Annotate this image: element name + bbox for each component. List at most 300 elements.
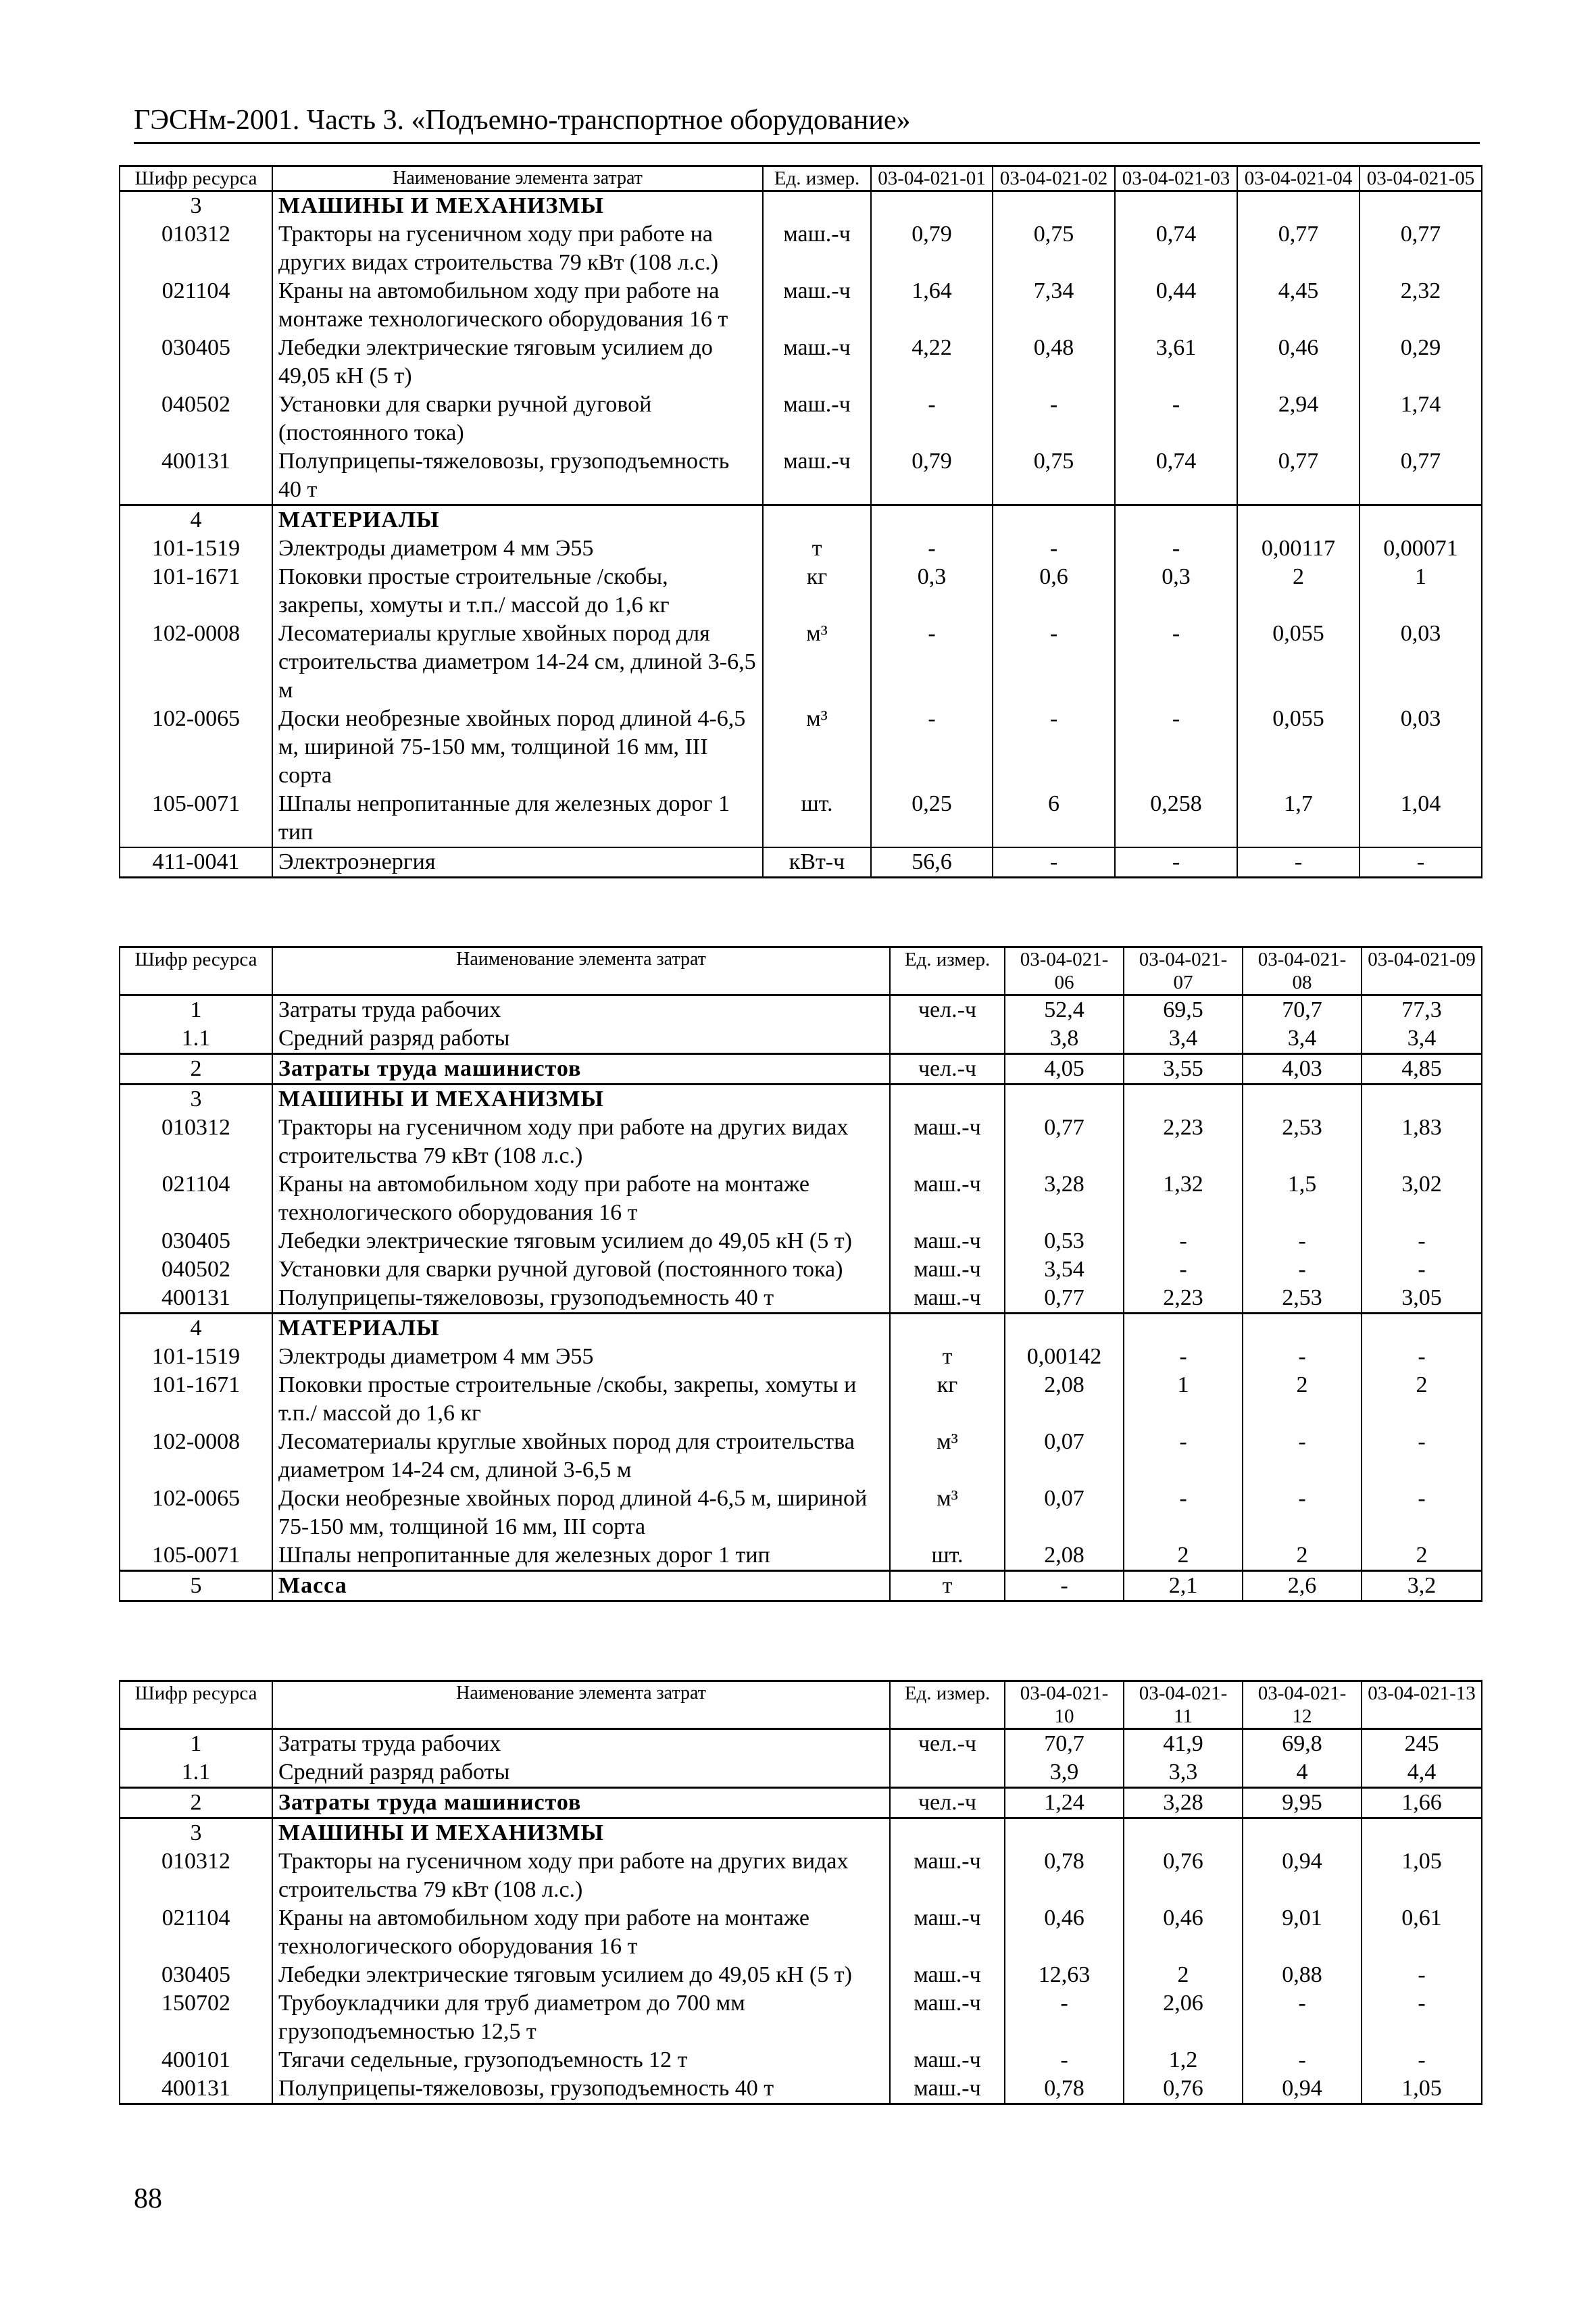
- cost-element-name-cell: Тракторы на гусеничном ходу при работе на других видах строительства 79 кВт (108 л.с.): [272, 220, 763, 277]
- value-cell: -: [1360, 847, 1482, 878]
- value-cell: 70,7: [1243, 995, 1362, 1025]
- column-header: 03-04-021-10: [1005, 1681, 1124, 1729]
- column-header: Ед. измер.: [763, 166, 871, 191]
- value-cell: 3,28: [1005, 1170, 1124, 1227]
- value-cell: 2,53: [1243, 1284, 1362, 1314]
- resource-code-cell: 3: [120, 191, 272, 221]
- value-cell: 1,5: [1243, 1170, 1362, 1227]
- resource-code-cell: 5: [120, 1571, 272, 1601]
- value-cell: -: [1115, 705, 1237, 790]
- value-cell: 7,34: [993, 277, 1115, 334]
- column-header: Наименование элемента затрат: [272, 1681, 890, 1729]
- unit-cell: м³: [890, 1428, 1005, 1485]
- cost-element-name-cell: Лебедки электрические тяговым усилием до 49,05 кН (5 т): [272, 1961, 890, 1989]
- value-cell: -: [1237, 847, 1360, 878]
- unit-cell: кг: [763, 563, 871, 620]
- table-row: [120, 1485, 1482, 1541]
- value-cell: [1362, 1085, 1482, 1114]
- cost-element-name-cell: Затраты труда рабочих: [272, 995, 890, 1025]
- table-row: [120, 1371, 1482, 1428]
- value-cell: -: [1005, 1989, 1124, 2046]
- unit-cell: маш.-ч: [890, 1904, 1005, 1961]
- unit-cell: маш.-ч: [763, 334, 871, 391]
- table-row: [120, 1989, 1482, 2046]
- value-cell: 1: [1360, 563, 1482, 620]
- value-cell: -: [1124, 1428, 1243, 1485]
- value-cell: 2,6: [1243, 1571, 1362, 1601]
- value-cell: 3,61: [1115, 334, 1237, 391]
- value-cell: 1,7: [1237, 790, 1360, 847]
- value-cell: -: [1005, 1571, 1124, 1601]
- value-cell: -: [1243, 1989, 1362, 2046]
- resource-code-cell: 102-0008: [120, 1428, 272, 1485]
- resource-code-cell: 102-0065: [120, 1485, 272, 1541]
- section-row: [120, 1314, 1482, 1343]
- value-cell: 0,6: [993, 563, 1115, 620]
- cost-element-name-cell: Электроды диаметром 4 мм Э55: [272, 1343, 890, 1371]
- value-cell: -: [1124, 1343, 1243, 1371]
- unit-cell: м³: [763, 620, 871, 705]
- value-cell: -: [1243, 2046, 1362, 2074]
- unit-cell: кВт-ч: [763, 847, 871, 878]
- value-cell: -: [993, 847, 1115, 878]
- cost-element-name-cell: МАТЕРИАЛЫ: [272, 1314, 890, 1343]
- value-cell: [1360, 191, 1482, 221]
- cost-element-name-cell: Тягачи седельные, грузоподъемность 12 т: [272, 2046, 890, 2074]
- value-cell: -: [993, 620, 1115, 705]
- value-cell: 2,08: [1005, 1371, 1124, 1428]
- cost-element-name-cell: Лебедки электрические тяговым усилием до 49,05 кН (5 т): [272, 334, 763, 391]
- cost-element-name-cell: Доски необрезные хвойных пород длиной 4-6,5 м, шириной 75-150 мм, толщиной 16 мм, III сорта: [272, 705, 763, 790]
- table-row: [120, 1255, 1482, 1284]
- resource-code-cell: 010312: [120, 220, 272, 277]
- value-cell: [1362, 1818, 1482, 1848]
- table-row: [120, 1847, 1482, 1904]
- value-cell: -: [1362, 1255, 1482, 1284]
- value-cell: 2,32: [1360, 277, 1482, 334]
- value-cell: [993, 191, 1115, 221]
- cost-element-name-cell: МАШИНЫ И МЕХАНИЗМЫ: [272, 191, 763, 221]
- value-cell: 1,24: [1005, 1788, 1124, 1818]
- value-cell: [1237, 191, 1360, 221]
- value-cell: 1,83: [1362, 1114, 1482, 1170]
- value-cell: 4,45: [1237, 277, 1360, 334]
- unit-cell: маш.-ч: [890, 1989, 1005, 2046]
- cost-element-name-cell: Средний разряд работы: [272, 1758, 890, 1788]
- resource-code-cell: 400131: [120, 2074, 272, 2104]
- value-cell: 0,07: [1005, 1485, 1124, 1541]
- value-cell: [871, 505, 993, 535]
- value-cell: 4,4: [1362, 1758, 1482, 1788]
- resource-code-cell: 2: [120, 1788, 272, 1818]
- value-cell: 0,00117: [1237, 534, 1360, 563]
- column-header: 03-04-021-07: [1124, 947, 1243, 995]
- cost-element-name-cell: Затраты труда машинистов: [272, 1788, 890, 1818]
- value-cell: [1124, 1085, 1243, 1114]
- value-cell: [1115, 505, 1237, 535]
- value-cell: 77,3: [1362, 995, 1482, 1025]
- unit-cell: маш.-ч: [763, 447, 871, 505]
- resource-code-cell: 101-1671: [120, 563, 272, 620]
- cost-element-name-cell: Затраты труда рабочих: [272, 1729, 890, 1759]
- cost-element-name-cell: МАШИНЫ И МЕХАНИЗМЫ: [272, 1818, 890, 1848]
- value-cell: 0,03: [1360, 620, 1482, 705]
- value-cell: 2,53: [1243, 1114, 1362, 1170]
- value-cell: 1,74: [1360, 391, 1482, 447]
- cost-element-name-cell: МАШИНЫ И МЕХАНИЗМЫ: [272, 1085, 890, 1114]
- resource-code-cell: 1.1: [120, 1758, 272, 1788]
- cost-element-name-cell: Электроды диаметром 4 мм Э55: [272, 534, 763, 563]
- value-cell: -: [1243, 1485, 1362, 1541]
- value-cell: -: [1243, 1227, 1362, 1255]
- value-cell: -: [1362, 1961, 1482, 1989]
- column-header: Шифр ресурса: [120, 947, 272, 995]
- table-row: [120, 1114, 1482, 1170]
- unit-cell: маш.-ч: [890, 1961, 1005, 1989]
- cost-element-name-cell: Краны на автомобильном ходу при работе на монтаже технологического оборудования 16 т: [272, 1170, 890, 1227]
- cost-element-name-cell: Тракторы на гусеничном ходу при работе на других видах строительства 79 кВт (108 л.с.): [272, 1114, 890, 1170]
- value-cell: 0,77: [1005, 1284, 1124, 1314]
- unit-cell: кг: [890, 1371, 1005, 1428]
- column-header: Ед. измер.: [890, 947, 1005, 995]
- value-cell: 2: [1362, 1371, 1482, 1428]
- section-row: [120, 1054, 1482, 1085]
- value-cell: -: [1362, 1989, 1482, 2046]
- value-cell: -: [1362, 2046, 1482, 2074]
- resource-code-cell: 030405: [120, 334, 272, 391]
- value-cell: 6: [993, 790, 1115, 847]
- value-cell: -: [1124, 1485, 1243, 1541]
- value-cell: 3,2: [1362, 1571, 1482, 1601]
- table-row: [120, 1170, 1482, 1227]
- value-cell: 0,3: [871, 563, 993, 620]
- value-cell: [1243, 1314, 1362, 1343]
- table-row: [120, 1729, 1482, 1759]
- column-header: 03-04-021-03: [1115, 166, 1237, 191]
- value-cell: 3,4: [1362, 1024, 1482, 1054]
- column-header: 03-04-021-12: [1243, 1681, 1362, 1729]
- cost-element-name-cell: Установки для сварки ручной дуговой (постоянного тока): [272, 1255, 890, 1284]
- table-row: [120, 1541, 1482, 1571]
- column-header: Шифр ресурса: [120, 1681, 272, 1729]
- value-cell: 0,74: [1115, 220, 1237, 277]
- value-cell: 0,77: [1360, 220, 1482, 277]
- resource-code-cell: 105-0071: [120, 1541, 272, 1571]
- value-cell: 0,77: [1005, 1114, 1124, 1170]
- column-header: 03-04-021-13: [1362, 1681, 1482, 1729]
- value-cell: 0,77: [1360, 447, 1482, 505]
- value-cell: 69,5: [1124, 995, 1243, 1025]
- resource-code-cell: 1: [120, 995, 272, 1025]
- value-cell: 0,76: [1124, 1847, 1243, 1904]
- value-cell: 3,9: [1005, 1758, 1124, 1788]
- unit-cell: шт.: [763, 790, 871, 847]
- table-row: [120, 1961, 1482, 1989]
- section-row: [120, 505, 1482, 535]
- value-cell: -: [1362, 1343, 1482, 1371]
- value-cell: 2: [1362, 1541, 1482, 1571]
- value-cell: 4,05: [1005, 1054, 1124, 1085]
- resource-code-cell: 101-1519: [120, 1343, 272, 1371]
- column-header: 03-04-021-01: [871, 166, 993, 191]
- value-cell: [1237, 505, 1360, 535]
- unit-cell: маш.-ч: [763, 277, 871, 334]
- resource-code-cell: 400131: [120, 1284, 272, 1314]
- value-cell: 1,04: [1360, 790, 1482, 847]
- header-rule: [134, 142, 1480, 144]
- cost-element-name-cell: Лебедки электрические тяговым усилием до 49,05 кН (5 т): [272, 1227, 890, 1255]
- resource-code-cell: 105-0071: [120, 790, 272, 847]
- unit-cell: маш.-ч: [763, 391, 871, 447]
- value-cell: 0,3: [1115, 563, 1237, 620]
- unit-cell: маш.-ч: [890, 1255, 1005, 1284]
- value-cell: -: [1115, 847, 1237, 878]
- value-cell: -: [871, 620, 993, 705]
- section-row: [120, 1571, 1482, 1601]
- value-cell: 0,25: [871, 790, 993, 847]
- unit-cell: [890, 1818, 1005, 1848]
- table-row: [120, 1343, 1482, 1371]
- unit-cell: [890, 1085, 1005, 1114]
- value-cell: 0,75: [993, 447, 1115, 505]
- cost-element-name-cell: Установки для сварки ручной дуговой (постоянного тока): [272, 391, 763, 447]
- resource-code-cell: 040502: [120, 391, 272, 447]
- table-row: [120, 563, 1482, 620]
- value-cell: 1,66: [1362, 1788, 1482, 1818]
- table-row: [120, 447, 1482, 505]
- value-cell: -: [993, 705, 1115, 790]
- value-cell: 3,4: [1243, 1024, 1362, 1054]
- value-cell: -: [871, 705, 993, 790]
- value-cell: 0,78: [1005, 2074, 1124, 2104]
- table-row: [120, 1227, 1482, 1255]
- resource-code-cell: 4: [120, 505, 272, 535]
- value-cell: 0,77: [1237, 447, 1360, 505]
- value-cell: -: [1115, 391, 1237, 447]
- value-cell: 0,00142: [1005, 1343, 1124, 1371]
- cost-element-name-cell: Краны на автомобильном ходу при работе на монтаже технологического оборудования 16 т: [272, 277, 763, 334]
- unit-cell: т: [890, 1571, 1005, 1601]
- value-cell: 1,32: [1124, 1170, 1243, 1227]
- column-header: 03-04-021-11: [1124, 1681, 1243, 1729]
- value-cell: 3,55: [1124, 1054, 1243, 1085]
- section-row: [120, 1788, 1482, 1818]
- section-row: [120, 1085, 1482, 1114]
- table-row: [120, 1024, 1482, 1054]
- value-cell: 0,258: [1115, 790, 1237, 847]
- unit-cell: [763, 191, 871, 221]
- unit-cell: маш.-ч: [890, 1170, 1005, 1227]
- value-cell: -: [993, 534, 1115, 563]
- cost-element-name-cell: Полуприцепы-тяжеловозы, грузоподъемность 40 т: [272, 447, 763, 505]
- value-cell: -: [1005, 2046, 1124, 2074]
- resource-code-cell: 021104: [120, 1904, 272, 1961]
- value-cell: 2,94: [1237, 391, 1360, 447]
- page-header: ГЭСНм-2001. Часть 3. «Подъемно-транспортное оборудование»: [134, 105, 911, 136]
- unit-cell: чел.-ч: [890, 995, 1005, 1025]
- value-cell: 4,22: [871, 334, 993, 391]
- value-cell: 0,29: [1360, 334, 1482, 391]
- value-cell: 0,46: [1124, 1904, 1243, 1961]
- table-row: [120, 1428, 1482, 1485]
- resource-code-cell: 101-1519: [120, 534, 272, 563]
- cost-element-name-cell: Трубоукладчики для труб диаметром до 700 мм грузоподъемностью 12,5 т: [272, 1989, 890, 2046]
- value-cell: 70,7: [1005, 1729, 1124, 1759]
- value-cell: -: [871, 534, 993, 563]
- value-cell: 41,9: [1124, 1729, 1243, 1759]
- resource-code-cell: 150702: [120, 1989, 272, 2046]
- value-cell: 0,61: [1362, 1904, 1482, 1961]
- value-cell: 1,2: [1124, 2046, 1243, 2074]
- resource-code-cell: 400131: [120, 447, 272, 505]
- resource-code-cell: 021104: [120, 277, 272, 334]
- cost-element-name-cell: Поковки простые строительные /скобы, закрепы, хомуты и т.п./ массой до 1,6 кг: [272, 1371, 890, 1428]
- value-cell: 0,78: [1005, 1847, 1124, 1904]
- value-cell: [1115, 191, 1237, 221]
- column-header: 03-04-021-05: [1360, 166, 1482, 191]
- value-cell: 2,1: [1124, 1571, 1243, 1601]
- table-row: [120, 847, 1482, 878]
- unit-cell: шт.: [890, 1541, 1005, 1571]
- resource-code-cell: 030405: [120, 1961, 272, 1989]
- resource-code-cell: 1.1: [120, 1024, 272, 1054]
- value-cell: 0,07: [1005, 1428, 1124, 1485]
- unit-cell: чел.-ч: [890, 1788, 1005, 1818]
- value-cell: 0,76: [1124, 2074, 1243, 2104]
- unit-cell: м³: [763, 705, 871, 790]
- value-cell: 1,64: [871, 277, 993, 334]
- value-cell: -: [1362, 1428, 1482, 1485]
- value-cell: 0,055: [1237, 620, 1360, 705]
- table-row: [120, 1904, 1482, 1961]
- value-cell: 69,8: [1243, 1729, 1362, 1759]
- table-row: [120, 705, 1482, 790]
- value-cell: [1124, 1818, 1243, 1848]
- cost-element-name-cell: Затраты труда машинистов: [272, 1054, 890, 1085]
- unit-cell: [890, 1758, 1005, 1788]
- value-cell: [1005, 1818, 1124, 1848]
- value-cell: 3,28: [1124, 1788, 1243, 1818]
- value-cell: 0,44: [1115, 277, 1237, 334]
- value-cell: 1: [1124, 1371, 1243, 1428]
- unit-cell: маш.-ч: [890, 1284, 1005, 1314]
- value-cell: 0,03: [1360, 705, 1482, 790]
- value-cell: 3,02: [1362, 1170, 1482, 1227]
- value-cell: 56,6: [871, 847, 993, 878]
- resource-code-cell: 102-0008: [120, 620, 272, 705]
- value-cell: 0,88: [1243, 1961, 1362, 1989]
- cost-element-name-cell: Доски необрезные хвойных пород длиной 4-6,5 м, шириной 75-150 мм, толщиной 16 мм, III сорта: [272, 1485, 890, 1541]
- table-row: [120, 2046, 1482, 2074]
- resource-code-cell: 411-0041: [120, 847, 272, 878]
- cost-element-name-cell: Шпалы непропитанные для железных дорог 1 тип: [272, 790, 763, 847]
- cost-element-name-cell: Полуприцепы-тяжеловозы, грузоподъемность 40 т: [272, 2074, 890, 2104]
- table-row: [120, 391, 1482, 447]
- value-cell: [1005, 1314, 1124, 1343]
- table-row: [120, 277, 1482, 334]
- value-cell: -: [1243, 1428, 1362, 1485]
- value-cell: 0,48: [993, 334, 1115, 391]
- unit-cell: маш.-ч: [890, 2074, 1005, 2104]
- value-cell: 9,01: [1243, 1904, 1362, 1961]
- column-header: 03-04-021-04: [1237, 166, 1360, 191]
- value-cell: 2: [1243, 1541, 1362, 1571]
- value-cell: 4,03: [1243, 1054, 1362, 1085]
- value-cell: 3,3: [1124, 1758, 1243, 1788]
- value-cell: [1124, 1314, 1243, 1343]
- table-row: [120, 1758, 1482, 1788]
- column-header: Наименование элемента затрат: [272, 947, 890, 995]
- value-cell: 4,85: [1362, 1054, 1482, 1085]
- value-cell: 0,74: [1115, 447, 1237, 505]
- value-cell: -: [1115, 620, 1237, 705]
- value-cell: 0,79: [871, 220, 993, 277]
- value-cell: [1362, 1314, 1482, 1343]
- table-row: [120, 2074, 1482, 2104]
- resource-code-cell: 400101: [120, 2046, 272, 2074]
- value-cell: [1243, 1818, 1362, 1848]
- resource-code-cell: 4: [120, 1314, 272, 1343]
- value-cell: -: [1115, 534, 1237, 563]
- value-cell: 3,05: [1362, 1284, 1482, 1314]
- unit-cell: маш.-ч: [890, 1114, 1005, 1170]
- value-cell: -: [1124, 1227, 1243, 1255]
- value-cell: -: [1243, 1255, 1362, 1284]
- value-cell: 0,75: [993, 220, 1115, 277]
- unit-cell: м³: [890, 1485, 1005, 1541]
- value-cell: -: [871, 391, 993, 447]
- resource-code-cell: 1: [120, 1729, 272, 1759]
- table-row: [120, 534, 1482, 563]
- unit-cell: т: [763, 534, 871, 563]
- unit-cell: маш.-ч: [890, 1227, 1005, 1255]
- unit-cell: т: [890, 1343, 1005, 1371]
- unit-cell: маш.-ч: [890, 1847, 1005, 1904]
- value-cell: 2,08: [1005, 1541, 1124, 1571]
- column-header: 03-04-021-08: [1243, 947, 1362, 995]
- value-cell: 0,46: [1237, 334, 1360, 391]
- value-cell: 0,055: [1237, 705, 1360, 790]
- column-header: Ед. измер.: [890, 1681, 1005, 1729]
- page-number: 88: [134, 2183, 162, 2214]
- unit-cell: маш.-ч: [890, 2046, 1005, 2074]
- value-cell: 3,8: [1005, 1024, 1124, 1054]
- cost-element-name-cell: Шпалы непропитанные для железных дорог 1 тип: [272, 1541, 890, 1571]
- value-cell: -: [1243, 1343, 1362, 1371]
- resource-code-cell: 021104: [120, 1170, 272, 1227]
- table-row: [120, 220, 1482, 277]
- value-cell: [1005, 1085, 1124, 1114]
- section-row: [120, 191, 1482, 221]
- value-cell: [871, 191, 993, 221]
- value-cell: [993, 505, 1115, 535]
- resource-code-cell: 010312: [120, 1847, 272, 1904]
- value-cell: 0,00071: [1360, 534, 1482, 563]
- cost-element-name-cell: Электроэнергия: [272, 847, 763, 878]
- value-cell: 1,05: [1362, 2074, 1482, 2104]
- resource-code-cell: 040502: [120, 1255, 272, 1284]
- value-cell: 12,63: [1005, 1961, 1124, 1989]
- cost-table-3: [119, 1680, 1482, 2105]
- value-cell: 0,46: [1005, 1904, 1124, 1961]
- cost-element-name-cell: Краны на автомобильном ходу при работе на монтаже технологического оборудования 16 т: [272, 1904, 890, 1961]
- value-cell: 1,05: [1362, 1847, 1482, 1904]
- cost-element-name-cell: Поковки простые строительные /скобы, закрепы, хомуты и т.п./ массой до 1,6 кг: [272, 563, 763, 620]
- value-cell: 0,79: [871, 447, 993, 505]
- resource-code-cell: 010312: [120, 1114, 272, 1170]
- resource-code-cell: 2: [120, 1054, 272, 1085]
- table-row: [120, 334, 1482, 391]
